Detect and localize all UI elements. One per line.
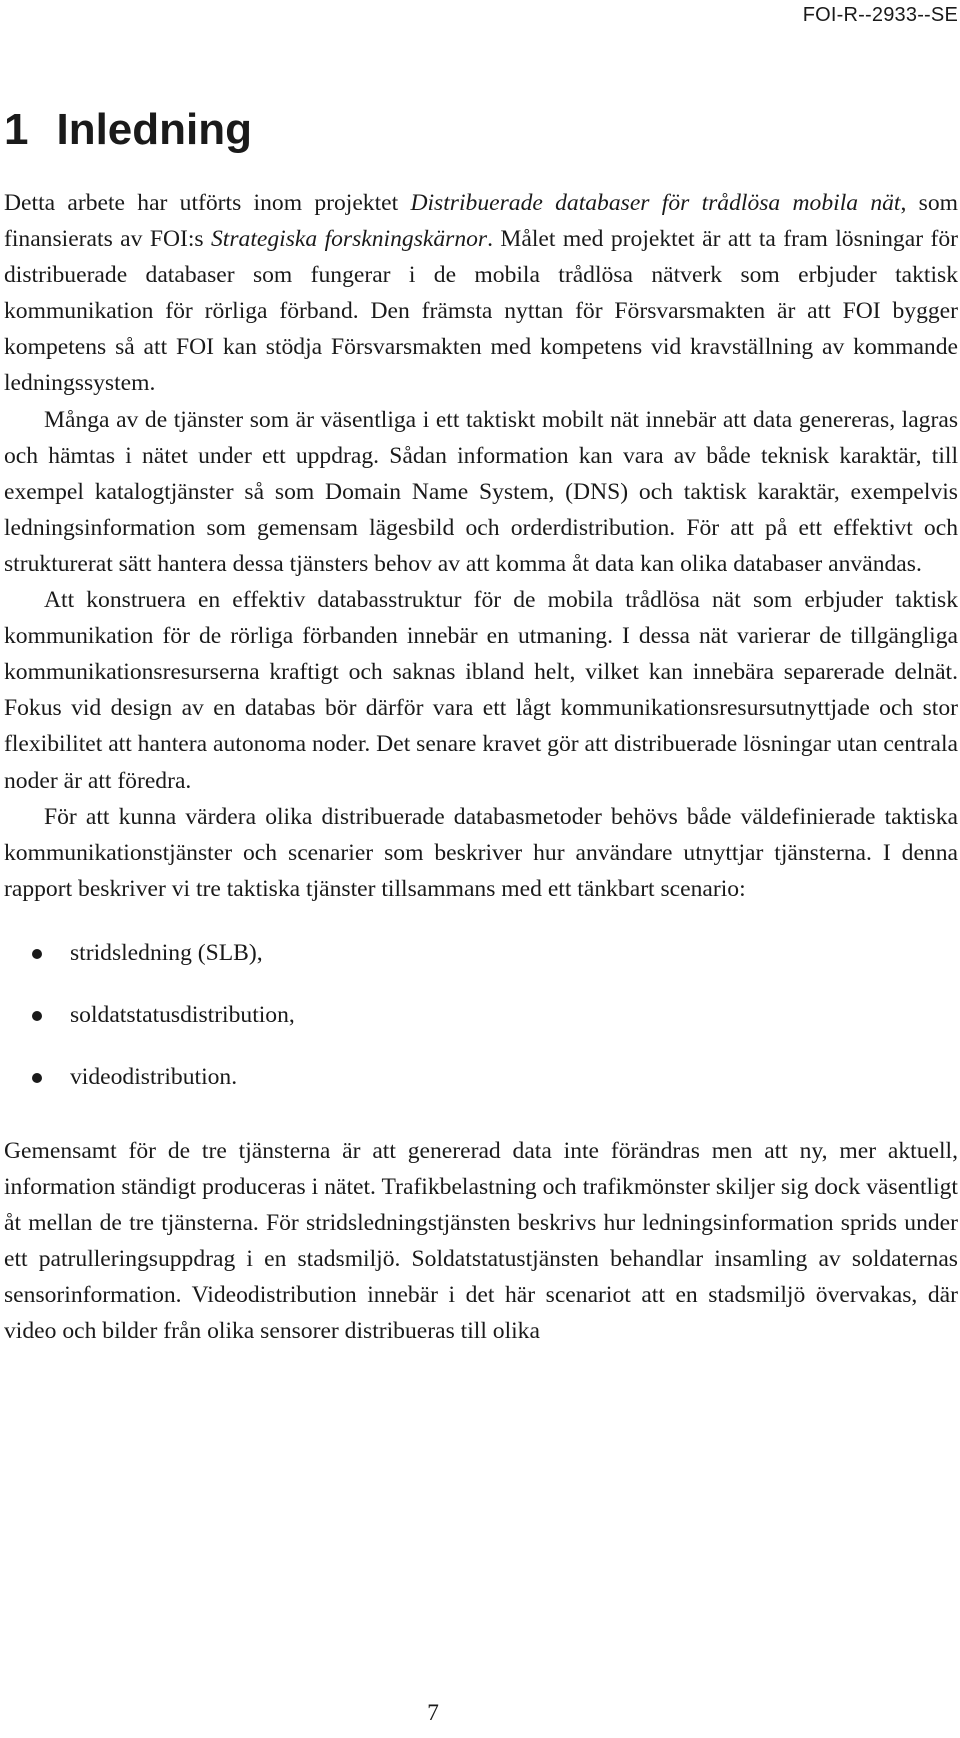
report-id: FOI-R--2933--SE (802, 4, 958, 26)
chapter-number: 1 (4, 105, 29, 154)
project-name: Distribuerade databaser för trådlösa mobila nät (410, 190, 901, 216)
list-item (4, 1059, 958, 1121)
list-item-text: stridsledning (SLB), (70, 939, 263, 966)
body-text (4, 185, 958, 1349)
paragraph-services: Många av de tjänster som är väsentliga i ett taktiskt mobilt nät innebär att data genereras, lagras och hämtas i nätet under ett uppdrag. Sådan information kan vara av både teknisk karaktär, till exempel katalogtjänster så som Domain Name System, (DNS) och taktisk karaktär, exempelvis ledningsinformation som gemensam lägesbild och orderdistribution. För att på ett effektivt och strukturerat sätt hantera dessa tjänsters behov av att komma åt data kan olika databaser användas. (4, 406, 958, 577)
list-item-text: soldatstatusdistribution, (70, 1001, 295, 1028)
paragraph-database-structure: Att konstruera en effektiv databasstruktur för de mobila trådlösa nät som erbjuder taktisk kommunikation för de rörliga förbanden innebär en utmaning. I dessa nät varierar de tillgängliga kommunikationsresurserna kraftigt och saknas ibland helt, vilket kan innebära separerade delnät. Fokus vid design av en databas bör därför vara ett lågt kommunikationsresursutnyttjade och stor flexibilitet att hantera autonoma noder. Det senare kravet gör att distribuerade lösningar utan centrala noder är att föredra. (4, 587, 958, 794)
chapter-heading (4, 100, 252, 160)
list-item-text: videodistribution. (70, 1063, 238, 1090)
chapter-title: Inledning (56, 105, 253, 154)
bullet-icon (32, 1073, 42, 1083)
paragraph-common-traits: Gemensamt för de tre tjänsterna är att genererad data inte förändras men att ny, mer aktuell, information ständigt produceras i nätet. Trafikbelastning och trafikmönster skiljer sig dock väsentligt åt mellan de tre tjänsterna. För stridsledningstjänsten beskrivs hur ledningsinformation sprids under ett patrulleringsuppdrag i en stadsmiljö. Soldatstatustjänsten behandlar insamling av soldaternas sensorinformation. Videodistribution innebär i det här scenariot att en stadsmiljö övervakas, där video och bilder från olika sensorer distribueras till olika (4, 1137, 958, 1345)
paragraph-evaluation: För att kunna värdera olika distribuerade databasmetoder behövs både väldefinierade taktiska kommunikationstjänster och scenarier som beskriver hur användare utnyttjar tjänsterna. I denna rapport beskriver vi tre taktiska tjänster tillsammans med ett tänkbart scenario: (4, 803, 958, 902)
services-list (4, 935, 958, 1121)
paragraph-intro-text-3: . Målet med projektet är att ta fram lösningar för distribuerade databaser som fungerar i de mobila trådlösa nätverk som erbjuder taktisk kommunikation för rörliga förband. Den främsta nyttan för Försvarsmakten är att FOI bygger kompetens så att FOI kan stödja Försvarsmakten med kompetens vid kravställning av kommande ledningssystem. (4, 226, 958, 397)
list-item (4, 997, 958, 1059)
paragraph-intro (4, 185, 958, 402)
bullet-icon (32, 1011, 42, 1021)
paragraph-intro-text-2: , som finansierats av FOI:s (4, 190, 958, 253)
list-item (4, 935, 958, 997)
funding-program-name: Strategiska forskningskärnor (211, 226, 488, 253)
page-number: 7 (427, 1700, 439, 1726)
paragraph-intro-text-1: Detta arbete har utförts inom projektet (4, 190, 411, 216)
bullet-icon (32, 949, 42, 959)
